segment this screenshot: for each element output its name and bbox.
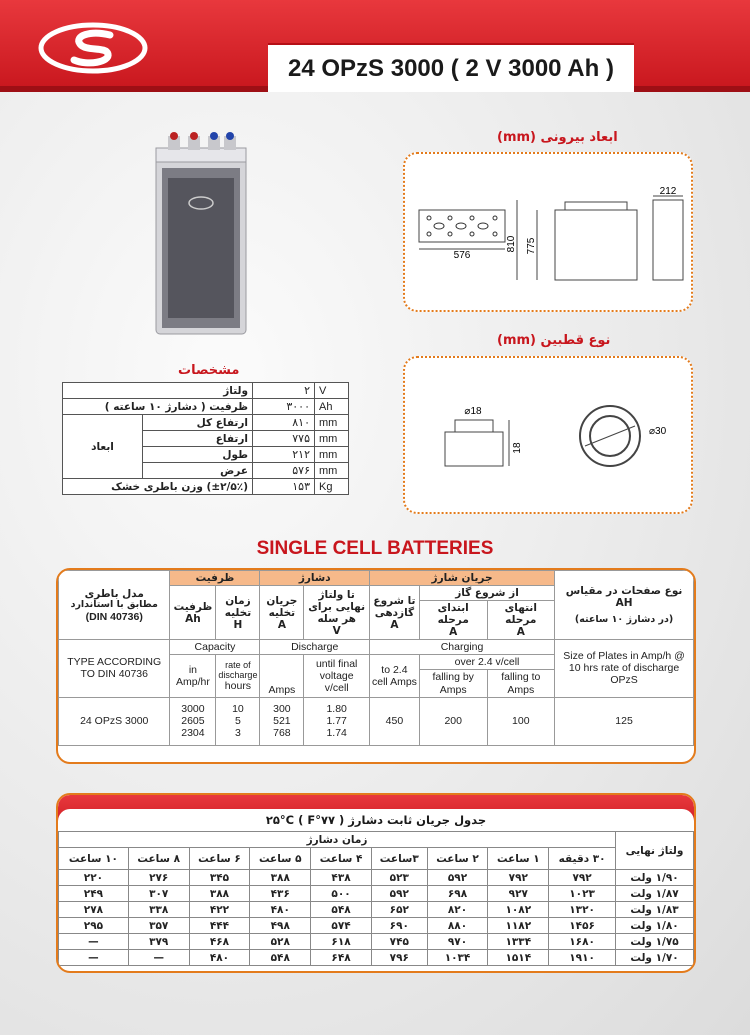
battery-illustration — [148, 128, 258, 338]
plates-sub-fa: (در دشارژ ۱۰ ساعته) — [574, 613, 674, 625]
type-header-en: TYPE ACCORDING TO DIN 40736 — [59, 640, 170, 697]
terminal-outer-diameter: ⌀30 — [649, 426, 667, 437]
spec-name: ارتفاع کل — [143, 415, 253, 431]
hours-value: 5 — [235, 715, 241, 728]
current-cell: ۳۸۸ — [250, 870, 311, 886]
current-cell: ۱۴۵۶ — [549, 918, 616, 934]
page-title: 24 OPzS 3000 ( 2 V 3000 Ah ) — [268, 43, 634, 92]
time-group-header: زمان دشارژ — [59, 832, 616, 848]
current-cell: ۵۴۸ — [250, 950, 311, 966]
discharge-header-en: Discharge — [260, 640, 370, 655]
current-cell: ۷۹۶ — [371, 950, 427, 966]
current-cell: ۳۳۸ — [128, 902, 189, 918]
voltage-cell: ۱/۷۰ ولت — [616, 950, 694, 966]
volts-cell — [304, 697, 370, 745]
current-cell: ۳۴۵ — [189, 870, 250, 886]
current-cell: ۴۸۰ — [250, 902, 311, 918]
din-label: (DIN 40736) — [85, 610, 143, 623]
voltage-cell: ۱/۸۰ ولت — [616, 918, 694, 934]
charging-header-en: Charging — [369, 640, 554, 655]
spec-name: ارتفاع — [143, 431, 253, 447]
table-row — [63, 415, 349, 431]
unit-v: V — [332, 624, 341, 637]
height-dimension: 775 — [526, 237, 537, 255]
amps-value: 768 — [273, 727, 291, 740]
spec-name: عرض — [143, 463, 253, 479]
capacity-header-en: Capacity — [170, 640, 260, 655]
table-row — [59, 640, 694, 655]
spec-value: ۱۵۳ — [253, 479, 315, 495]
spec-unit: mm — [315, 415, 349, 431]
voltage-cell: ۱/۹۰ ولت — [616, 870, 694, 886]
time-column-header: ۶ ساعت — [189, 848, 250, 870]
spec-name: طول — [143, 447, 253, 463]
current-cell: ۴۲۲ — [189, 902, 250, 918]
spec-unit: mm — [315, 431, 349, 447]
single-cell-title: SINGLE CELL BATTERIES — [256, 538, 494, 559]
until-header-en — [304, 655, 370, 697]
capacity-value: 2304 — [181, 727, 205, 740]
amps-header: Amps — [260, 655, 304, 697]
spec-unit: mm — [315, 463, 349, 479]
until-col-header — [304, 586, 370, 640]
rate-header — [216, 655, 260, 697]
table-row — [59, 870, 694, 886]
falling-by-cell: 200 — [419, 697, 487, 745]
current-cell: ۵۷۴ — [311, 918, 372, 934]
time-column-header: ۸ ساعت — [128, 848, 189, 870]
table-row — [59, 902, 694, 918]
current-cell: ۶۱۸ — [311, 934, 372, 950]
hours-value: 10 — [232, 702, 244, 715]
model-sub-fa: مطابق با استاندارد — [70, 598, 158, 610]
size-header-en: Size of Plates in Amp/h @ 10 hrs rate of discharge OPzS — [555, 640, 694, 697]
length-dimension: 576 — [453, 250, 471, 261]
specs-label: مشخصات — [178, 363, 240, 378]
current-cell: ۶۴۸ — [311, 950, 372, 966]
dimensions-label: ابعاد بیرونی (mm) — [497, 130, 618, 145]
current-cell: ۷۹۲ — [549, 870, 616, 886]
current-cell: ۸۲۰ — [427, 902, 488, 918]
table-row — [63, 383, 349, 399]
model-label-fa: مدل باطری — [84, 587, 144, 600]
spec-unit: V — [315, 383, 349, 399]
plates-cell: 125 — [555, 697, 694, 745]
hours-label: hours — [224, 680, 252, 693]
charging-header-fa: جریان شارژ — [369, 571, 554, 586]
to24-header: to 2.4 cell Amps — [369, 655, 419, 697]
until-gas-label: تا شروع گازدهی — [373, 594, 416, 619]
current-cell: ۵۰۰ — [311, 886, 372, 902]
amps-value: 521 — [273, 715, 291, 728]
time-col-header — [216, 586, 260, 640]
time-column-header: ۲ ساعت — [427, 848, 488, 870]
current-cell: ۴۸۰ — [189, 950, 250, 966]
spec-unit: Kg — [315, 479, 349, 495]
falling-to-header: falling to Amps — [487, 670, 555, 697]
unit-a: A — [277, 618, 286, 631]
cap-col-label: ظرفیت — [173, 600, 213, 613]
total-height-dimension: 810 — [506, 235, 517, 253]
current-cell: ۵۲۳ — [371, 870, 427, 886]
current-cell: ۹۲۷ — [488, 886, 549, 902]
current-cell: ۵۹۲ — [427, 870, 488, 886]
table-row — [63, 479, 349, 495]
current-cell: ۷۹۲ — [488, 870, 549, 886]
time-column-header: ۴ ساعت — [311, 848, 372, 870]
current-cell: ۳۵۷ — [128, 918, 189, 934]
end-col-header — [487, 601, 555, 640]
model-cell: 24 OPzS 3000 — [59, 697, 170, 745]
voltage-cell: ۱/۷۵ ولت — [616, 934, 694, 950]
current-cell: ۲۷۸ — [59, 902, 129, 918]
table-row — [59, 918, 694, 934]
spec-value: ۳۰۰۰ — [253, 399, 315, 415]
brand-logo-icon — [38, 22, 148, 74]
from-gas-header: از شروع گاز — [419, 586, 554, 601]
falling-by-header: falling by Amps — [419, 670, 487, 697]
rate-label: rate of discharge — [218, 659, 258, 680]
table-row — [59, 697, 694, 745]
spec-name: (±۲/۵٪) وزن باطری خشک — [63, 479, 253, 495]
table-row — [59, 886, 694, 902]
amps-value: 300 — [273, 702, 291, 715]
current-col-header — [260, 586, 304, 640]
current-cell: ۵۹۲ — [371, 886, 427, 902]
cap-col-header — [170, 586, 216, 640]
current-cell: ۱۵۱۴ — [488, 950, 549, 966]
constant-discharge-title: جدول جریان ثابت دشارژ ( ۷۷°F ) ۲۵°C — [58, 809, 694, 831]
hours-cell — [216, 697, 260, 745]
volts-value: 1.80 — [326, 702, 347, 715]
current-cell: ۹۷۰ — [427, 934, 488, 950]
discharge-header-fa: دشارژ — [260, 571, 370, 586]
current-cell: ۴۳۸ — [311, 870, 372, 886]
table-row — [59, 848, 694, 870]
vcell-label: v/cell — [324, 682, 349, 694]
unit-a: A — [390, 618, 399, 631]
spec-value: ۵۷۶ — [253, 463, 315, 479]
spec-unit: mm — [315, 447, 349, 463]
table-row — [63, 399, 349, 415]
time-column-header: ۳ساعت — [371, 848, 427, 870]
single-cell-frame — [56, 568, 696, 764]
capacity-value: 2605 — [181, 715, 205, 728]
voltage-cell: ۱/۸۷ ولت — [616, 886, 694, 902]
terminal-drawing — [405, 358, 695, 516]
current-cell: ۳۸۸ — [189, 886, 250, 902]
until-col-label: تا ولتاژ نهایی برای هر سله — [308, 588, 366, 625]
current-cell: ۳۷۹ — [128, 934, 189, 950]
spec-value: ۲۱۲ — [253, 447, 315, 463]
constant-discharge-table — [58, 831, 694, 966]
current-cell: ۲۴۹ — [59, 886, 129, 902]
spec-name: ظرفیت ( دشارژ ۱۰ ساعته ) — [63, 399, 253, 415]
current-cell: — — [59, 950, 129, 966]
volts-value: 1.74 — [326, 727, 347, 740]
current-cell: ۱۰۸۲ — [488, 902, 549, 918]
over24-header: over 2.4 v/cell — [419, 655, 554, 670]
current-cell: ۱۳۲۰ — [549, 902, 616, 918]
current-cell: ۲۷۶ — [128, 870, 189, 886]
time-column-header: ۳۰ دقیقه — [549, 848, 616, 870]
current-cell: — — [59, 934, 129, 950]
current-cell: ۱۰۳۴ — [427, 950, 488, 966]
current-cell: ۱۱۸۲ — [488, 918, 549, 934]
time-column-header: ۵ ساعت — [250, 848, 311, 870]
table-row — [59, 934, 694, 950]
model-header — [59, 571, 170, 640]
constant-discharge-frame — [56, 793, 696, 973]
single-cell-table — [58, 570, 694, 746]
current-cell: ۱۹۱۰ — [549, 950, 616, 966]
unit-a: A — [516, 626, 525, 639]
current-cell: ۶۹۰ — [371, 918, 427, 934]
falling-to-cell: 100 — [487, 697, 555, 745]
specs-table — [62, 382, 349, 495]
current-cell: ۴۴۴ — [189, 918, 250, 934]
table-row — [59, 571, 694, 586]
current-cell: ۵۴۸ — [311, 902, 372, 918]
spec-unit: Ah — [315, 399, 349, 415]
current-cell: ۱۳۳۴ — [488, 934, 549, 950]
amps-cell — [260, 697, 304, 745]
voltage-cell: ۱/۸۳ ولت — [616, 902, 694, 918]
current-cell: ۶۵۲ — [371, 902, 427, 918]
until-gas-header — [369, 586, 419, 640]
table-row — [59, 832, 694, 848]
current-cell: ۸۸۰ — [427, 918, 488, 934]
capacity-header-fa: ظرفیت — [170, 571, 260, 586]
to24-cell: 450 — [369, 697, 419, 745]
spec-value: ۸۱۰ — [253, 415, 315, 431]
unit-h: H — [233, 618, 243, 631]
time-column-header: ۱۰ ساعت — [59, 848, 129, 870]
in-header — [170, 655, 216, 697]
terminal-height: 18 — [512, 442, 523, 454]
current-cell: — — [128, 950, 189, 966]
current-cell: ۳۰۷ — [128, 886, 189, 902]
hours-value: 3 — [235, 727, 241, 740]
unit-a: A — [449, 626, 458, 639]
current-cell: ۴۹۸ — [250, 918, 311, 934]
current-col-label: جریان تخلیه — [266, 594, 298, 619]
start-col-label: ابتدای مرحله — [437, 602, 469, 627]
until-label: until final voltage — [315, 657, 358, 682]
terminal-box — [403, 356, 693, 514]
final-voltage-header: ولتاژ نهایی — [616, 832, 694, 870]
current-cell: ۴۶۸ — [189, 934, 250, 950]
end-col-label: انتهای مرحله — [504, 602, 537, 627]
dimensions-drawing — [405, 154, 695, 314]
time-col-label: زمان تخلیه — [224, 594, 252, 619]
plates-header — [555, 571, 694, 640]
capacity-value: 3000 — [181, 702, 205, 715]
spec-value: ۷۷۵ — [253, 431, 315, 447]
current-cell: ۴۳۶ — [250, 886, 311, 902]
dimensions-box — [403, 152, 693, 312]
table-row — [59, 950, 694, 966]
terminal-label: نوع قطبین (mm) — [497, 333, 611, 348]
current-cell: ۲۲۰ — [59, 870, 129, 886]
volts-value: 1.77 — [326, 715, 347, 728]
capacity-cell — [170, 697, 216, 745]
spec-name: ولتاژ — [63, 383, 253, 399]
plates-label-fa: نوع صفحات در مقیاس AH — [565, 584, 683, 609]
current-cell: ۶۹۸ — [427, 886, 488, 902]
time-column-header: ۱ ساعت — [488, 848, 549, 870]
current-cell: ۵۲۸ — [250, 934, 311, 950]
amphr-label: Amp/hr — [176, 675, 210, 688]
start-col-header — [419, 601, 487, 640]
current-cell: ۷۴۵ — [371, 934, 427, 950]
current-cell: ۲۹۵ — [59, 918, 129, 934]
dims-group-label: ابعاد — [63, 415, 143, 479]
spec-value: ۲ — [253, 383, 315, 399]
current-cell: ۱۶۸۰ — [549, 934, 616, 950]
current-cell: ۱۰۲۳ — [549, 886, 616, 902]
width-dimension: 212 — [659, 186, 677, 197]
in-label: in — [188, 663, 198, 676]
unit-ah: Ah — [185, 612, 201, 625]
terminal-diameter: ⌀18 — [464, 406, 482, 417]
